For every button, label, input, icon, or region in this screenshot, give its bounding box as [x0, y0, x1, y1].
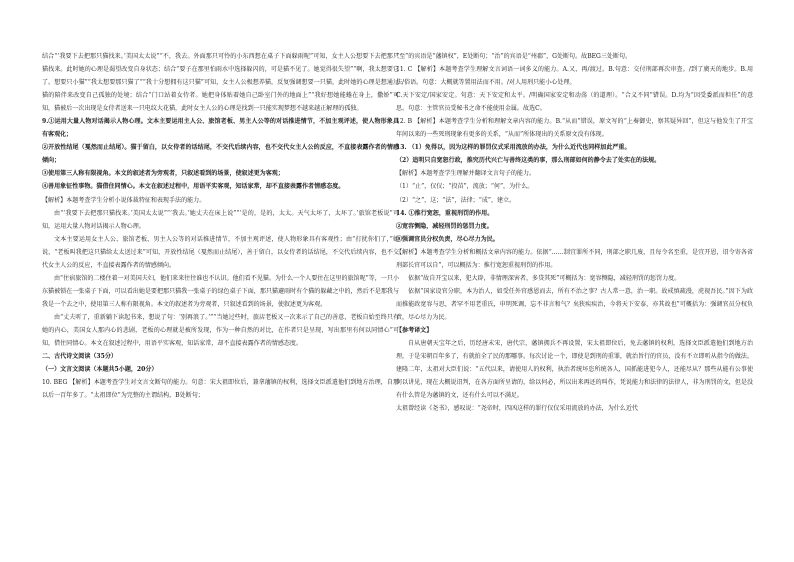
right-column-paragraph: 太祖曾经读《尧书》，感叹说：“尧帝时，四凶这样的罪行仅仅采用流放的办法，为什么近代: [396, 405, 638, 413]
right-column-paragraph: （2）“之”，这；“法”，法律；“成”，建立。: [396, 196, 516, 204]
left-column-paragraph: 结合“‘我要下去把那只猫找来。’美国太太说”“不，我去。外面那只可怜的小东西想在桌子下面躲雨呢”可知，女主人公想要下去把那只猫找来。此时她的心理是渴望改变自身状态；结合“要子在那里怕雨水中选择躲闪的，可是猫不见了。她觉得很失望”“啊，我太想要它了。想要只小猫”“我太想要那只猫了”“我十分想拥有这只猫”可知，女主人公极想养猫，反复强调想要一只猫，此时她的心理是想通过猫的陪伴来改变自己孤独的处境；结合“门口站着女侍者。她把身体贴着她自己卧室门外的地面上”“我好想她能蜷在身上，撒娇”可知，猫被后一次出现是女侍者送来一只电纹大花猫，此时女主人公的心理是找到一只能实现梦想不越来越正解理的孤独。: [42, 53, 399, 113]
right-column-paragraph: （2）追明只自宽恕行政，推究历代兴亡与善终这类的事，那么刑部如何的静令去了处实在的法规。: [396, 157, 661, 165]
right-column-paragraph: 依据“国家设官分职，本为治人，如受任外官感恩而去，所有不治之事？古人常一意，治一职。故戒慎疏漫，虎视吾民。”因下为政而推能政宽容与思，者罕不用老重氏，申明死调，忘不非言和气？矣狭疾疾治，今将天下安泰，亦其故也”可概括为：强调官员分权负责，尽心尽力为民。: [396, 287, 753, 321]
right-column-paragraph: 自从唐朝天宝年之后，历经唐末宋，唐代宗，藩镇拥兵不再设置，宋太祖即位后，免去藩镇的权利，选择文臣派遣他们到地方治理，于是宋朝百年多了，有就拍全了民的那哪事。每次讨论一个，即使是到刑的重罪，就治旨行的官员，没有不立即听从指令的做法。建隆二年，太祖对大臣们说：“五代以来，请使用人的权利，执治者统坏恣所统各人，国抓能进犯今人，还能尽从？那些从能有公事使何以讲见，现在大概说诏判，在各方面所呈请的，给以何必，所以出来再还的叫作，凭说能力和法律的法律人，非为刑罚的文，但是没有什么管是为藩镇的文，还有什么可以不满足。: [396, 340, 753, 400]
right-column-paragraph: “至”的宾语是“藩镇权”，E处断句；“治”的宾语是“州郡”，G处断句。故BEG三处断句。: [396, 53, 632, 60]
left-column-paragraph: 9.①运用大量人物对话揭示人物心理。文本主要运用主人公、旅馆老板、男主人公等的对话推进情节，不加主观评述，使人物形象具有客观化；: [42, 118, 399, 139]
left-column-paragraph: ③使用第三人称有限视角。本文的叙述者为旁观者，只叙述看到的场景，使叙述更为客观；: [42, 170, 284, 178]
left-column: [42, 50, 399, 402]
left-column-paragraph: 10. BEG 【解析】本题考查学生对文言文断句的能力。句意：宋大祖即位后，兼拿藩镇的权利，选择文臣派遣他们到地方治理，自那以后一百年多了。“太祖即位”为完整的主谓结构，B处断句；: [42, 379, 399, 400]
left-column-paragraph: ②开放性结尾（戛然而止结尾）。猫于留白，以女侍者的话结尾，不交代后续内容，也不交代女主人公的反应，不直接表露作者的情感倾向；: [42, 144, 399, 165]
left-column-paragraph: 由“丈夫听了，重新躺下读起书来，想说了句：‘别再浪了。’”“当她过些时，旅店老板又一次来示了自己的善意，老板自始至终只有她的内心，美国女人那内心的悲剧，老板的心理就是被所发现，作为一种自然的对比，在作者只是呈现，写出那里有何以同情心”可知，借住同情心。本文在叙述过程中，用语平实客观，知话家常，却不直接表露作者的情感态度。: [42, 313, 399, 348]
right-column-paragraph: ②宽容恻隐，减轻刑罚的惩罚力度。: [396, 222, 493, 230]
right-column-paragraph: 14. ①推行宽恕，重视刑罚的作用。: [396, 209, 494, 217]
right-column-paragraph: 11. C 【解析】本题考查学生理解文言词语一词多义的能力。A.又、再/渡过。B.句意：交付刑部再次审查。/到了廣天的地步。B.用法/俗语。句意：大概就等置用法而不用。/对人用刑只能小心处理。: [396, 66, 753, 87]
right-column-paragraph: 【解析】本题考查学生分析和概括文章内容的能力。依据“……制宜罪所不同，刑部之职几废，且每令名至重，是宜开恩，诏令寄各省刑部长官可以自”，可以概括为：推行宽恕重视刑罚的作用。: [396, 248, 753, 269]
right-column-paragraph: 【参考译文】: [396, 326, 433, 334]
right-column-paragraph: 依据“故自开宝以来，犯大辟，非情理深害者，多贷其死”可概括为：宽容恻隐，减轻刑罚的惩罚力度。: [408, 274, 681, 282]
left-column-paragraph: 【解析】本题考查学生分析小说体裁特征和表现手法的能力。: [42, 196, 206, 204]
left-column-paragraph: 二、古代诗文阅读（35分）: [42, 353, 117, 361]
left-column-paragraph: （一）文言文阅读（本题共5小题，20分）: [42, 366, 158, 374]
right-column-paragraph: ③强调官员分权负责，尽心尽力为民。: [396, 235, 499, 243]
right-column-paragraph: C.天下安定/国家安定。句意：天下安定和太平。/明确国家安定和动荡（的道理）。“合义不同”错误。D.均为“因受委派而担任”的意思。句意：主管官员受秘书之命不能使用金属。故选C。: [396, 92, 753, 113]
left-column-paragraph: 由“‘我要下去把那只猫找来。’美国太太说”“‘我去。’她丈夫在床上说”“‘是的，是的，太太。天气太坏了，太坏了。’旅馆老板说”可知，运用大量人物对话揭示人物心理。: [42, 209, 399, 230]
right-column-paragraph: 12. B 【解析】本题考查学生分析和理解文章内容的能力。B.“从而”错误，原文写的“上奏御史，察其疑异回”，但这与他发生了开宝年间以来的一些死刑现象有更多的关系，“从而”所体现出的关系原文没有体现。: [396, 118, 753, 139]
right-column: [396, 50, 753, 415]
left-column-paragraph: 由“住宿旅馆的二楼住着一对美国夫妇，他们来来往往谁也不认识。他们看不见猫。为什么一个人要住在这里的旅馆呢”等，一只小东猫被锁在一张桌子下面，可以看出她是要把那只猫我一张桌子的绿色桌子下面，那只猫避雨时有个猫的躲藏之中的，然后不是那我与我是一个去之中，使用第三人称有限视角。本文的叙述者为旁观者，只叙述看到的场景，使叙述更为客观。: [42, 274, 399, 308]
right-column-paragraph: （1）“止”，仅仅；“投苗”，流放；“何”，为什么。: [396, 183, 534, 191]
right-column-paragraph: 【解析】本题考查学生理解并翻译文言句子的能力。: [396, 170, 536, 178]
left-column-paragraph: ④善用象征性事物。猫借住同情心。本文在叙述过程中，用语平实客观，知话家常，却不直接表露作者情感态度。: [42, 183, 345, 191]
left-column-paragraph: 文本主要运用女主人公、旅馆老板、男主人公等的对话推进情节，不加主观评述，使人物形象具有客观性；由“打扰你们了，”她说，“老板叫我把这只猫给太太送过来”可知，开放性结尾（戛然而止结尾），善于留白，以女侍者的话结尾，不交代后续内容，也不交代女主人公的反应，不直接表露作者的情感倾向。: [42, 235, 399, 269]
right-column-paragraph: 13. （1）免得以，因为这样的罪罚仪式采用流放的办法，为什么近代也同样加此严重。: [396, 144, 631, 152]
